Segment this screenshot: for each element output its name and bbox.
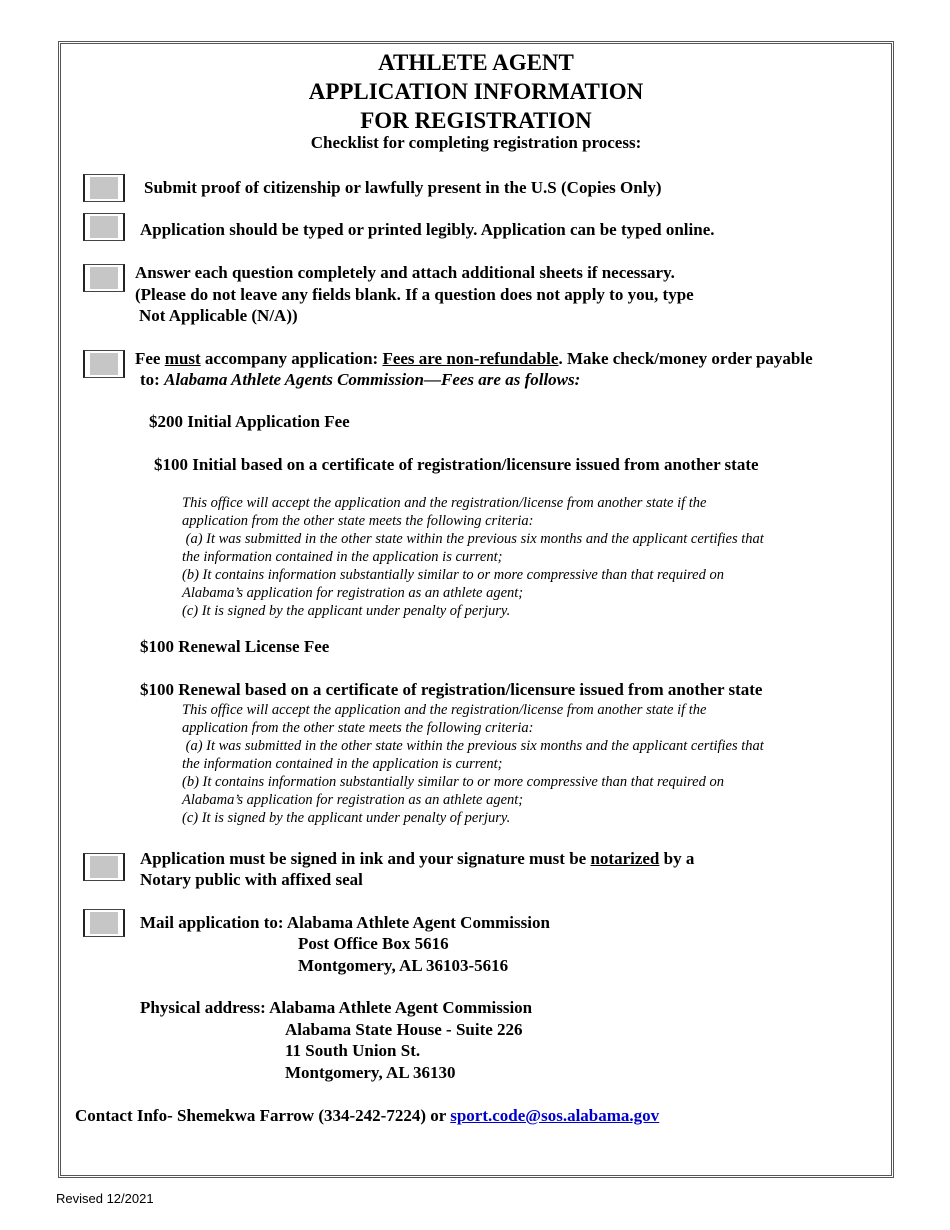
mail-line-1	[140, 912, 550, 934]
criteria-line: This office will accept the application and the registration/license from another state if the	[182, 495, 707, 511]
contact-email-link[interactable]: sport.code@sos.alabama.gov	[450, 1106, 660, 1125]
checklist-item-legible: Application should be typed or printed legibly. Application can be typed online.	[140, 220, 715, 239]
checklist-item-answer-line-2: (Please do not leave any fields blank. If a question does not apply to you, type	[135, 285, 694, 304]
notary-notarized: notarized	[590, 849, 660, 868]
contact-info	[75, 1105, 659, 1127]
criteria-note-initial	[182, 494, 764, 620]
notary-text-2: by a	[659, 849, 695, 868]
fee-payable-prefix: to:	[140, 370, 165, 389]
checklist-item-notary-line-1	[140, 848, 694, 869]
criteria-line: (a) It was submitted in the other state within the previous six months and the applicant certifies that	[182, 531, 764, 547]
title-line-3: FOR REGISTRATION	[360, 108, 592, 133]
title-line-1: ATHLETE AGENT	[378, 50, 574, 75]
criteria-line: (a) It was submitted in the other state within the previous six months and the applicant certifies that	[182, 738, 764, 754]
mail-address-line-1: Alabama Athlete Agent Commission	[286, 913, 550, 932]
fee-text-1: Fee	[135, 349, 165, 368]
criteria-line: Alabama’s application for registration as an athlete agent;	[182, 585, 524, 601]
fee-initial: $200 Initial Application Fee	[149, 412, 350, 431]
notary-text-1: Application must be signed in ink and your signature must be	[140, 849, 591, 868]
fee-payable-name: Alabama Athlete Agents Commission—Fees are as follows:	[164, 370, 581, 389]
checklist-item-notary-line-2: Notary public with affixed seal	[140, 870, 363, 889]
criteria-note-renewal	[182, 701, 764, 827]
fee-initial-reciprocal: $100 Initial based on a certificate of registration/licensure issued from another state	[154, 455, 759, 474]
criteria-line: the information contained in the application is current;	[182, 756, 503, 772]
physical-address-line-2: Alabama State House - Suite 226	[285, 1020, 523, 1039]
physical-address-line-1: Alabama Athlete Agent Commission	[269, 998, 533, 1017]
checkbox-fee[interactable]	[83, 350, 125, 378]
mail-address-line-2: Post Office Box 5616	[298, 934, 449, 953]
fee-must: must	[164, 349, 201, 368]
checklist-item-citizenship: Submit proof of citizenship or lawfully present in the U.S (Copies Only)	[144, 178, 662, 197]
checklist-subtitle: Checklist for completing registration process:	[310, 133, 642, 152]
fee-text-2: accompany application:	[200, 349, 383, 368]
criteria-line: the information contained in the application is current;	[182, 549, 503, 565]
checklist-item-answer-line-1: Answer each question completely and attach additional sheets if necessary.	[135, 263, 675, 282]
criteria-line: (c) It is signed by the applicant under penalty of perjury.	[182, 810, 511, 826]
checklist-item-answer-line-3: Not Applicable (N/A))	[139, 306, 298, 325]
fee-renewal-reciprocal: $100 Renewal based on a certificate of registration/licensure issued from another state	[140, 680, 763, 699]
criteria-line: This office will accept the application and the registration/license from another state if the	[182, 702, 707, 718]
criteria-line: application from the other state meets the following criteria:	[182, 720, 534, 736]
mail-address-line-3: Montgomery, AL 36103-5616	[298, 956, 509, 975]
physical-label: Physical address:	[140, 998, 270, 1017]
checkbox-notarized[interactable]	[83, 853, 125, 881]
fee-renewal: $100 Renewal License Fee	[140, 637, 330, 656]
physical-line-1	[140, 997, 532, 1019]
checkbox-answer-questions[interactable]	[83, 264, 125, 292]
checkbox-citizenship[interactable]	[83, 174, 125, 202]
physical-address-line-4: Montgomery, AL 36130	[285, 1063, 456, 1082]
criteria-line: (b) It contains information substantially similar to or more compressive than that required on	[182, 774, 724, 790]
revised-date: Revised 12/2021	[56, 1191, 154, 1206]
checkbox-mail[interactable]	[83, 909, 125, 937]
criteria-line: application from the other state meets the following criteria:	[182, 513, 534, 529]
title-line-2: APPLICATION INFORMATION	[308, 79, 644, 104]
checkbox-legible[interactable]	[83, 213, 125, 241]
checklist-item-fee-line-1	[135, 348, 813, 369]
checklist-item-fee-line-2	[140, 369, 580, 390]
criteria-line: (c) It is signed by the applicant under penalty of perjury.	[182, 603, 511, 619]
contact-text: Contact Info- Shemekwa Farrow (334-242-7224) or	[75, 1106, 451, 1125]
fee-text-3: . Make check/money order payable	[558, 349, 813, 368]
criteria-line: (b) It contains information substantially similar to or more compressive than that required on	[182, 567, 724, 583]
physical-address-line-3: 11 South Union St.	[285, 1041, 421, 1060]
criteria-line: Alabama’s application for registration as an athlete agent;	[182, 792, 524, 808]
fee-nonrefundable: Fees are non-refundable	[382, 349, 559, 368]
mail-label: Mail application to:	[140, 913, 287, 932]
